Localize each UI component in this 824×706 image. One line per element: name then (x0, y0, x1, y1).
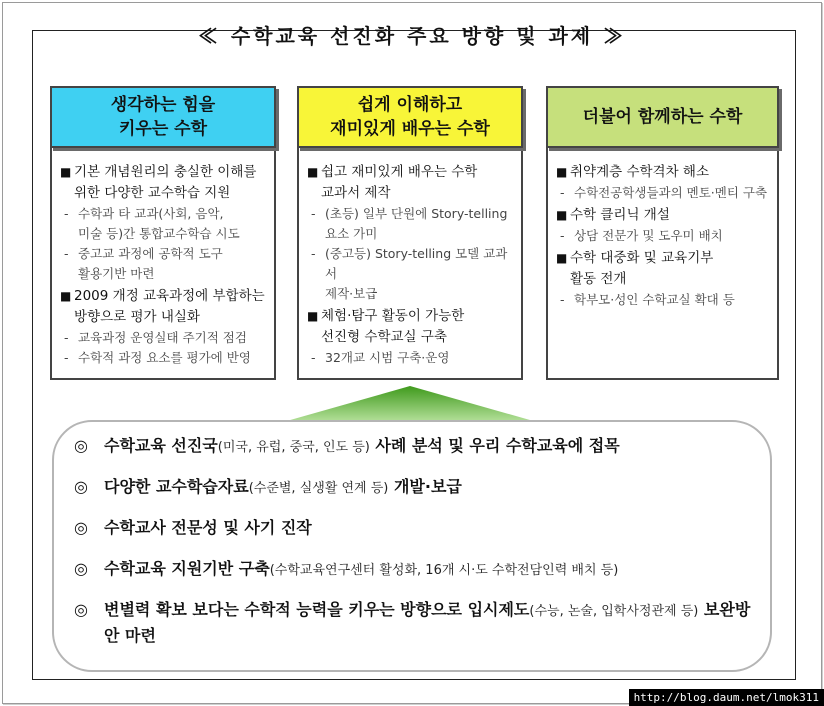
task-item (74, 516, 756, 542)
column-easy-fun-math (297, 86, 523, 380)
item-text: 수학적 과정 요소를 평가에 반영 (78, 350, 251, 365)
double-circle-icon: ◎ (74, 518, 88, 537)
column-body (60, 160, 268, 368)
double-circle-icon: ◎ (74, 477, 88, 496)
task-lead: 다양한 교수학습자료 (104, 477, 249, 496)
task-lead: 변별력 확보 보다는 수학적 능력을 키우는 방향으로 입시제도 (104, 600, 530, 619)
sub-item (307, 244, 515, 304)
task-item (74, 475, 756, 501)
task-item (74, 557, 756, 583)
task-text (104, 475, 462, 501)
task-detail: (미국, 유럽, 중국, 인도 등) (217, 440, 370, 455)
item-text: (중고등) Story-telling 모델 교과서 제작·보급 (325, 246, 508, 301)
double-circle-icon: ◎ (74, 436, 88, 455)
item-text: 취약계층 수학격차 해소 (570, 164, 709, 180)
bullet-item (556, 162, 771, 183)
task-item (74, 434, 756, 460)
column-header: 더불어 함께하는 수학 (546, 86, 779, 148)
task-lead: 수학교사 전문성 및 사기 진작 (104, 518, 312, 537)
item-text: 기본 개념원리의 충실한 이해를 위한 다양한 교수학습 지원 (74, 164, 257, 201)
square-bullet-icon: ■ (556, 251, 568, 265)
sub-item (60, 244, 268, 284)
sub-item (60, 348, 268, 368)
item-text: 상담 전문가 및 도우미 배치 (574, 228, 723, 243)
dash-marker: - (311, 206, 316, 221)
sub-item (556, 290, 771, 310)
double-circle-icon: ◎ (74, 559, 88, 578)
page-title: ≪ 수학교육 선진화 주요 방향 및 과제 ≫ (197, 24, 627, 48)
dash-marker: - (64, 246, 69, 261)
item-text: 학부모·성인 수학교실 확대 등 (574, 292, 735, 307)
square-bullet-icon: ■ (307, 165, 319, 179)
bullet-item (556, 248, 771, 290)
dash-marker: - (560, 185, 565, 200)
square-bullet-icon: ■ (307, 309, 319, 323)
dash-marker: - (64, 330, 69, 345)
task-detail: (수준별, 실생활 연계 등) (248, 481, 389, 496)
item-text: 2009 개정 교육과정에 부합하는 방향으로 평가 내실화 (74, 288, 265, 325)
sub-item (556, 226, 771, 246)
bullet-item (307, 306, 515, 348)
bullet-item (556, 205, 771, 226)
task-text (104, 434, 620, 460)
task-item (74, 598, 756, 648)
tasks-panel (52, 420, 772, 672)
dash-marker: - (64, 206, 69, 221)
item-text: 수학전공학생들과의 멘토·멘티 구축 (574, 185, 768, 200)
item-text: 32개교 시범 구축·운영 (325, 350, 450, 365)
item-text: 체험·탐구 활동이 가능한 선진형 수학교실 구축 (321, 308, 465, 345)
column-header: 생각하는 힘을 키우는 수학 (50, 86, 276, 148)
task-text (104, 516, 312, 542)
bullet-item (60, 162, 268, 204)
watermark: http://blog.daum.net/lmok311 (629, 689, 824, 706)
task-rest: 사례 분석 및 우리 수학교육에 접목 (369, 436, 620, 455)
sub-item (60, 204, 268, 244)
dash-marker: - (560, 228, 565, 243)
column-header: 쉽게 이해하고 재미있게 배우는 수학 (297, 86, 523, 148)
item-text: (초등) 일부 단원에 Story-telling 요소 가미 (325, 206, 508, 241)
dash-marker: - (311, 246, 316, 261)
task-rest: 개발·보급 (388, 477, 462, 496)
column-together-math (546, 86, 779, 380)
item-text: 교육과정 운영실태 주기적 점검 (78, 330, 247, 345)
square-bullet-icon: ■ (60, 165, 72, 179)
column-thinking-math (50, 86, 276, 380)
task-detail: (수학교육연구센터 활성화, 16개 시·도 수학전담인력 배치 등) (269, 563, 619, 578)
item-text: 수학 클리닉 개설 (570, 207, 670, 223)
task-detail: (수능, 논술, 입학사정관제 등) (529, 604, 699, 619)
column-body (556, 160, 771, 310)
task-text (104, 557, 618, 583)
sub-item (307, 348, 515, 368)
item-text: 수학 대중화 및 교육기부 활동 전개 (570, 250, 714, 287)
dash-marker: - (64, 350, 69, 365)
column-body (307, 160, 515, 368)
sub-item (307, 204, 515, 244)
item-text: 중고교 과정에 공학적 도구 활용기반 마련 (78, 246, 223, 281)
square-bullet-icon: ■ (556, 208, 568, 222)
item-text: 수학과 타 교과(사회, 음악, 미술 등)간 통합교수학습 시도 (78, 206, 240, 241)
square-bullet-icon: ■ (556, 165, 568, 179)
task-rest: 보완방안 마련 (104, 600, 751, 645)
task-text (104, 598, 756, 648)
task-lead: 수학교육 선진국 (104, 436, 218, 455)
item-text: 쉽고 재미있게 배우는 수학 교과서 제작 (321, 164, 478, 201)
tasks-list (74, 434, 756, 663)
double-circle-icon: ◎ (74, 600, 88, 619)
dash-marker: - (311, 350, 316, 365)
sub-item (60, 328, 268, 348)
bullet-item (60, 286, 268, 328)
bullet-item (307, 162, 515, 204)
task-lead: 수학교육 지원기반 구축 (104, 559, 270, 578)
dash-marker: - (560, 292, 565, 307)
sub-item (556, 183, 771, 203)
square-bullet-icon: ■ (60, 289, 72, 303)
